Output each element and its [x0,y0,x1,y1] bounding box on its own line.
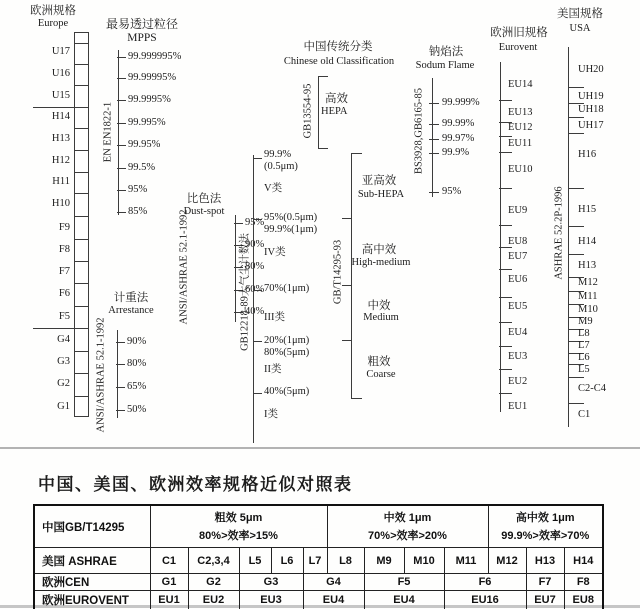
row-label-china: 中国GB/T14295 [34,505,150,548]
arrestance-value-label: 80% [127,358,147,369]
eurovent-tick [499,188,512,189]
eurovent-tick [499,393,512,394]
comparison-table [33,504,604,609]
dust-spot-title-zh: 比色法 [186,193,222,205]
class-item-label: 95%(0.5μm) [264,212,318,223]
ashrae-cell: M12 [488,548,526,574]
sodium-tick [429,192,439,193]
comparison-table-title: 中国、美国、欧洲效率规格近似对照表 [38,475,353,494]
usa-class-label: L7 [578,340,590,351]
europe-rung [74,216,89,217]
usa-class-label: H13 [578,260,597,271]
europe-class-label: H11 [52,176,70,187]
europe-rung [74,239,89,240]
europe-class-label: F9 [58,222,70,233]
class-item-label: V类 [264,183,283,194]
dust-spot-value-label: 60% [245,284,265,295]
class-bracket-line [253,155,254,443]
mpps-tick [117,123,126,124]
europe-group-separator [33,328,74,329]
sodium-value-label: 99.97% [442,133,475,144]
europe-rung [74,306,89,307]
gbt14295-grade-zh: 亚高效 [361,175,397,187]
mpps-value-label: 99.9995% [128,94,171,105]
ashrae522p-standard-label: ASHRAE 52.2P-1996 [553,186,565,280]
mpps-value-label: 95% [128,184,148,195]
cen-cell: F8 [564,574,603,591]
europe-rung [74,283,89,284]
hepa-label-zh: 高效 [325,93,348,105]
eurovent-class-label: EU5 [508,301,528,312]
europe-rung [74,373,89,374]
usa-tick [568,188,584,189]
dust-spot-value-label: 90% [245,239,265,250]
arrestance-tick [116,387,125,388]
eurovent-tick [499,225,512,226]
mpps-tick [117,168,126,169]
eurovent-cell: EU3 [239,591,303,609]
dust-spot-value-label: 40% [245,306,265,317]
mpps-tick [117,57,126,58]
usa-title-en: USA [569,23,591,34]
group-medium-cell [327,505,488,548]
usa-axis-line [568,47,569,427]
gbt14295-standard-label: GB/T14295-93 [332,239,344,305]
ashrae-cell: C1 [150,548,188,574]
ashrae-cell: L8 [327,548,364,574]
eurovent-tick [499,152,512,153]
cen-cell: G3 [239,574,303,591]
europe-class-label: U16 [51,68,70,79]
eurovent-class-label: EU13 [508,107,533,118]
eurovent-tick [499,269,512,270]
usa-class-label: M12 [578,277,598,288]
europe-class-label: F7 [58,266,70,277]
europe-class-label: U15 [51,90,70,101]
dust-spot-value-label: 80% [245,261,265,272]
mpps-tick [117,78,126,79]
usa-class-label: M10 [578,304,598,315]
europe-group-separator [33,107,74,108]
hepa-bracket-tick [318,76,328,77]
dust-spot-tick [234,223,243,224]
table-row-cen [34,574,603,591]
eurovent-tick [499,346,512,347]
europe-rung [74,261,89,262]
row-label-ashrae: 美国 ASHRAE [34,548,150,574]
usa-class-label: C1 [578,409,591,420]
group-highmedium-cell [488,505,603,548]
gbt14295-end-tick [351,398,362,399]
eurovent-class-label: EU12 [508,122,533,133]
usa-class-label: C2-C4 [578,383,607,394]
sodium-value-label: 99.99% [442,118,475,129]
sodium-tick [429,139,439,140]
group-coarse-name: 粗效 5μm [214,511,263,524]
europe-class-label: F8 [58,244,70,255]
gbt14295-mid-tick [342,218,351,219]
europe-class-label: H12 [51,155,70,166]
class-bracket-tick [253,158,262,159]
usa-class-label: L6 [578,352,590,363]
europe-rung [74,351,89,352]
eurovent-cell: EU4 [364,591,444,609]
europe-rung [74,150,89,151]
europe-class-label: F5 [58,311,70,322]
class-bracket-tick [253,290,262,291]
row-label-cen: 欧洲CEN [34,574,150,591]
mpps-value-label: 99.5% [128,162,156,173]
gbt14295-grade-en: Sub-HEPA [357,189,405,200]
usa-class-label: H16 [578,149,597,160]
group-highmedium-range: 99.9%>效率>70% [501,529,590,542]
mpps-tick [117,190,126,191]
eurovent-tick [499,100,512,101]
eurovent-title-en: Eurovent [498,42,538,53]
ashrae-cell: M10 [404,548,444,574]
gb13554-standard-label: GB13554-95 [302,83,314,139]
eurovent-tick [499,322,512,323]
ashrae521-standard-label-dustspot: ANSI/ASHRAE 52.1-1992 [178,209,190,325]
europe-rung [74,128,89,129]
arrestance-tick [116,410,125,411]
eurovent-class-label: EU9 [508,205,528,216]
table-row-ashrae [34,548,603,574]
sodium-value-label: 95% [442,186,462,197]
cen-cell: F7 [526,574,564,591]
chinese-old-title-en: Chinese old Classification [283,56,395,67]
usa-class-label: M11 [578,291,598,302]
usa-tick [568,133,584,134]
mpps-tick [117,145,126,146]
bs3928-standard-label: BS3928,GB6165-85 [413,87,425,175]
eurovent-title-zh: 欧洲旧规格 [490,27,548,39]
europe-rung [74,107,89,108]
europe-class-label: G4 [57,334,70,345]
class-bracket-tick [253,219,262,220]
class-item-label: IV类 [264,247,286,258]
europe-class-label: G3 [57,356,70,367]
sodium-axis-line [432,78,433,197]
eurovent-cell: EU2 [188,591,239,609]
gb12218-standard-label: GB12218-89大气尘计数法 [239,233,251,351]
ashrae-cell: L7 [303,548,327,574]
table-row-eurovent [34,591,603,609]
gbt14295-grade-zh: 粗效 [367,356,391,368]
europe-rung [74,172,89,173]
europe-rung [74,328,89,329]
eurovent-tick [499,297,512,298]
arrestance-axis-line [117,330,118,418]
class-bracket-tick [253,393,262,394]
group-coarse-range: 80%>效率>15% [199,529,278,542]
arrestance-title-en: Arrestance [108,305,154,316]
eurovent-tick [499,369,512,370]
europe-title-zh: 欧洲规格 [30,5,76,17]
usa-class-label: L5 [578,364,590,375]
eurovent-class-label: EU2 [508,376,528,387]
europe-rung [74,193,89,194]
sodium-value-label: 99.9% [442,147,470,158]
class-item-label: 99.9%(1μm) [264,224,318,235]
usa-tick [568,254,584,255]
cen-cell: G4 [303,574,364,591]
group-coarse-cell [150,505,327,548]
class-item-label: 20%(1μm) [264,335,310,346]
group-medium-name: 中效 1μm [383,511,432,524]
usa-tick [568,403,584,404]
eurovent-cell: EU8 [564,591,603,609]
eurovent-class-label: EU1 [508,401,528,412]
ashrae-cell: H14 [564,548,603,574]
europe-class-label: H14 [51,111,70,122]
group-medium-range: 70%>效率>20% [368,529,447,542]
mpps-title-en: MPPS [127,32,157,44]
ashrae521-standard-label-arrestance: ANSI/ASHRAE 52.1-1992 [95,317,107,433]
class-item-label: III类 [264,312,285,323]
cen-cell: G2 [188,574,239,591]
europe-class-label: H10 [51,198,70,209]
sodium-tick [429,153,439,154]
usa-tick [568,87,584,88]
usa-class-label: H14 [578,236,597,247]
group-highmedium-name: 高中效 1μm [515,511,575,524]
row-label-eurovent: 欧洲EUROVENT [34,591,150,609]
class-bracket-tick [253,341,262,342]
gbt14295-grade-en: Medium [363,312,399,323]
mpps-value-label: 99.99995% [128,72,177,83]
eurovent-class-label: EU11 [508,138,533,149]
usa-class-label: M9 [578,316,593,327]
gbt14295-grade-en: High-medium [351,257,411,268]
sodium-title-zh: 钠焰法 [428,46,464,58]
cen-cell: F5 [364,574,444,591]
europe-rung [74,64,89,65]
eurovent-class-label: EU3 [508,351,528,362]
section-divider-line [0,447,640,449]
usa-class-label: UH17 [578,120,604,131]
gbt14295-mid-tick [342,340,351,341]
usa-title-zh: 美国规格 [557,8,603,20]
class-item-label: (0.5μm) [264,161,298,172]
usa-tick [568,377,584,378]
europe-rung [74,43,89,44]
class-item-label: 80%(5μm) [264,347,310,358]
eurovent-class-label: EU10 [508,164,533,175]
eurovent-class-label: EU7 [508,251,528,262]
europe-title-en: Europe [37,18,69,29]
usa-tick [568,117,584,118]
ashrae-cell: M11 [444,548,488,574]
usa-class-label: UH18 [578,104,604,115]
cen-cell: G1 [150,574,188,591]
eurovent-axis-line [500,62,501,412]
mpps-value-label: 99.999995% [128,51,182,62]
hepa-label-en: HEPA [321,106,348,117]
arrestance-value-label: 65% [127,381,147,392]
usa-class-label: L8 [578,328,590,339]
chinese-old-title-zh: 中国传统分类 [303,41,373,53]
ashrae-cell: L6 [271,548,303,574]
eurovent-class-label: EU8 [508,236,528,247]
europe-class-label: U17 [51,46,70,57]
europe-class-label: G1 [57,401,70,412]
hepa-bracket-tick [318,148,328,149]
europe-rung [74,396,89,397]
europe-class-label: G2 [57,378,70,389]
arrestance-value-label: 50% [127,404,147,415]
mpps-value-label: 99.995% [128,117,166,128]
gbt14295-end-tick [351,153,362,154]
europe-rung [74,85,89,86]
usa-class-label: UH19 [578,91,604,102]
arrestance-title-zh: 计重法 [113,292,149,304]
europe-class-label: F6 [58,288,70,299]
arrestance-tick [116,364,125,365]
eurovent-cell: EU7 [526,591,564,609]
arrestance-tick [116,342,125,343]
arrestance-value-label: 90% [127,336,147,347]
eurovent-class-label: EU4 [508,327,528,338]
mpps-value-label: 85% [128,206,148,217]
eurovent-class-label: EU6 [508,274,528,285]
sodium-value-label: 99.999% [442,97,480,108]
class-item-label: 99.9% [264,149,292,160]
hepa-bracket-line [318,76,319,148]
usa-tick [568,226,584,227]
eurovent-cell: EU4 [303,591,364,609]
gbt14295-grade-zh: 高中效 [361,244,397,256]
sodium-tick [429,124,439,125]
mpps-title-zh: 最易透过粒径 [105,17,178,31]
eurovent-cell: EU16 [444,591,526,609]
class-item-label: II类 [264,364,282,375]
dust-spot-title-en: Dust-spot [183,206,225,217]
mpps-tick [117,100,126,101]
cen-cell: F6 [444,574,526,591]
sodium-title-en: Sodum Flame [415,60,475,71]
ashrae-cell: C2,3,4 [188,548,239,574]
europe-class-bar [74,32,89,417]
sodium-tick [429,103,439,104]
mpps-tick [117,212,126,213]
table-row-china-gbt14295 [34,505,603,548]
en1822-standard-label: EN EN1822-1 [102,101,114,163]
usa-class-label: UH20 [578,64,604,75]
mpps-value-label: 99.95% [128,139,161,150]
gbt14295-grade-en: Coarse [366,369,396,380]
eurovent-cell: EU1 [150,591,188,609]
usa-class-label: H15 [578,204,597,215]
class-item-label: I类 [264,409,278,420]
gbt14295-grade-zh: 中效 [367,300,391,312]
class-item-label: 40%(5μm) [264,386,310,397]
dust-spot-value-label: 95% [245,217,265,228]
europe-class-label: H13 [51,133,70,144]
ashrae-cell: H13 [526,548,564,574]
ashrae-cell: M9 [364,548,404,574]
eurovent-class-label: EU14 [508,79,533,90]
class-item-label: 70%(1μm) [264,283,310,294]
ashrae-cell: L5 [239,548,271,574]
